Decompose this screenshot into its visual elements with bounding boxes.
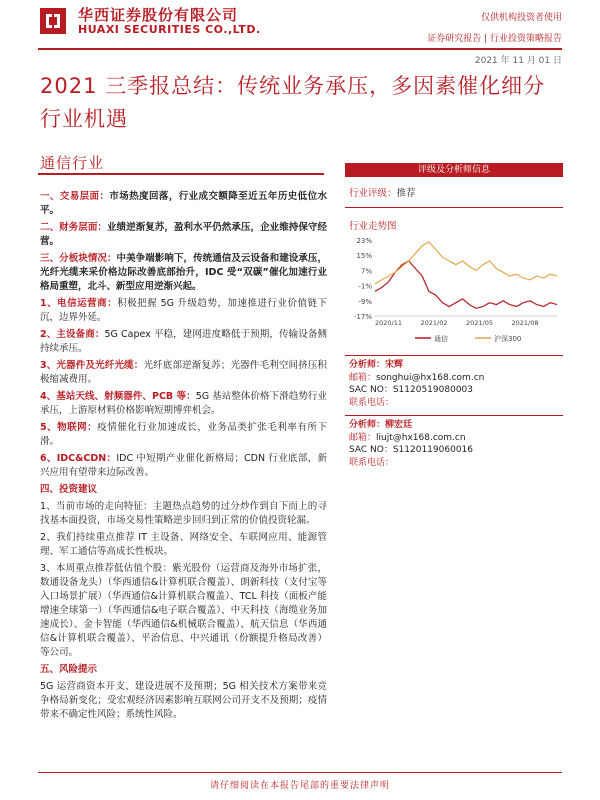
analyst-sac: SAC NO：S1120519080003 [349, 385, 473, 395]
company-name-cn: 华西证券股份有限公司 [78, 6, 239, 24]
summary-body [40, 190, 327, 725]
chart-title: 行业走势图 [349, 221, 397, 232]
industry-divider [38, 173, 324, 175]
y-tick-label: -9% [358, 297, 372, 306]
audience-note: 仅供机构投资者使用 [480, 13, 562, 23]
y-tick-label: 15% [356, 252, 372, 261]
legend-label: 沪深300 [494, 335, 522, 343]
sector-item: 1、电信运营商：积极把握 5G 升级趋势，加速推进行业价值链下沉，边界外延。 [40, 298, 327, 323]
report-type: 证券研究报告 | 行业投资策略报告 [427, 34, 562, 44]
analyst-phone-label: 联系电话： [349, 457, 395, 468]
analyst-card-1: 分析师：宋辉 邮箱：songhui@hx168.com.cn SAC NO：S1120519080003 联系电话： [345, 355, 563, 415]
company-name-en: HUAXI SECURITIES CO.,LTD. [78, 23, 261, 36]
analyst-card-2: 分析师：柳宏廷 邮箱：liujt@hx168.com.cn SAC NO：S1120119060016 联系电话： [345, 415, 563, 475]
section-heading-advice: 四、投资建议 [40, 484, 98, 495]
x-tick-label: 2021/02 [420, 319, 448, 327]
report-title: 2021 三季报总结：传统业务承压，多因素催化细分行业机遇 [40, 74, 546, 131]
advice-item: 2、我们持续重点推荐 IT 主设备、网络安全、车联网应用、能源管理、军工通信等高成长性板块。 [40, 532, 327, 557]
analyst-email[interactable]: songhui@hx168.com.cn [376, 372, 485, 383]
rating-value: 推荐 [396, 188, 416, 199]
legal-notice: 请仔细阅读在本报告尾部的重要法律声明 [209, 781, 390, 791]
header-divider [38, 48, 562, 50]
huaxi-logo-icon [38, 6, 68, 36]
analyst-name: 分析师：宋辉 [349, 360, 404, 370]
analyst-sac: SAC NO：S1120119060016 [349, 445, 473, 455]
advice-item: 3、本周重点推荐低估值个股：紫光股份（运营商及海外市场扩张，数通设备龙头）（华西通信&计算机联合覆盖）、朗新科技（支付宝等入口场景扩展）（华西通信&计算机联合覆盖）、TCL 科技（面板产能增速全球第一）（华西通信&电子联合覆盖）、中天科技（海缆业务加速成长）、金卡智能（华西通信&机械联合覆盖）、航天信息（华西通信&计算机联合覆盖）、平治信息、中兴通讯（份额提升格局改善）等公司。 [40, 563, 327, 658]
analyst-phone-label: 联系电话： [349, 397, 395, 408]
paragraph-sectors: 三、分板块情况：中美争端影响下，传统通信及云设备和建设承压，光纤光缆来采价格边际改善底部抬升，IDC 受“双碳”催化加速行业格局重塑，北斗、新型应用逆渐兴起。 [40, 253, 327, 292]
legend-label: 通信 [434, 335, 448, 343]
sector-item: 2、主设备商：5G Capex 平稳，建网进度略低于预期，传输设备侧持续承压。 [40, 329, 327, 354]
x-tick-label: 2021/08 [511, 319, 539, 327]
trend-chart [345, 212, 563, 355]
y-tick-label: -1% [358, 282, 372, 291]
y-tick-label: 23% [356, 237, 372, 245]
y-tick-label: -17% [353, 313, 372, 321]
sector-item: 5、物联网：疫情催化行业加速成长，业务品类扩张毛利率有所下滑。 [40, 422, 327, 447]
x-tick-label: 2020/11 [375, 319, 403, 327]
sector-item: 4、基站天线、射频器件、PCB 等：5G 基站整体价格下滑趋势行业承压，上游原材料价格影响短期博弈机会。 [40, 391, 327, 416]
analyst-name: 分析师：柳宏廷 [349, 420, 413, 430]
trend-chart-svg [345, 236, 563, 351]
industry-rating: 行业评级：推荐 [345, 177, 563, 208]
analyst-email[interactable]: liujt@hx168.com.cn [376, 432, 466, 443]
series-line [375, 242, 557, 284]
paragraph-financial: 二、财务层面：业绩逆渐复苏，盈利水平仍然承压，企业维持保守经营。 [40, 222, 327, 247]
footer-divider [38, 772, 562, 773]
advice-item: 1、当前市场的走向特征：主题热点趋势的过分炒作到自下而上的寻找基本面投资，市场交易性策略逆步回归到正常的价值投资轮漏。 [40, 501, 327, 526]
rating-section-header: 评级及分析师信息 [345, 163, 563, 177]
sidebar [345, 163, 563, 475]
sector-item: 6、IDC&CDN：IDC 中短期产业催化新格局；CDN 行业底部，新兴应用有望带来边际改善。 [40, 453, 327, 478]
y-tick-label: 7% [360, 267, 372, 276]
risk-text: 5G 运营商资本开支、建设进展不及预期；5G 相关技术方案带来竞争格局新变化；受宏观经济因素影响互联网公司开支不及预期；疫情带来不确定性风险；系统性风险。 [40, 681, 327, 720]
industry-label: 通信行业 [40, 154, 105, 172]
report-date: 2021 年 11 月 01 日 [474, 56, 562, 66]
section-heading-risk: 五、风险提示 [40, 664, 98, 675]
paragraph-trading: 一、交易层面：市场热度回落，行业成交额降至近五年历史低位水平。 [40, 191, 327, 216]
sector-item: 3、光器件及光纤光缆：光纤底部逆渐复苏；光器件毛利空间挤压积极缩减费用。 [40, 360, 327, 385]
x-tick-label: 2021/05 [466, 319, 494, 327]
series-line [375, 261, 557, 309]
